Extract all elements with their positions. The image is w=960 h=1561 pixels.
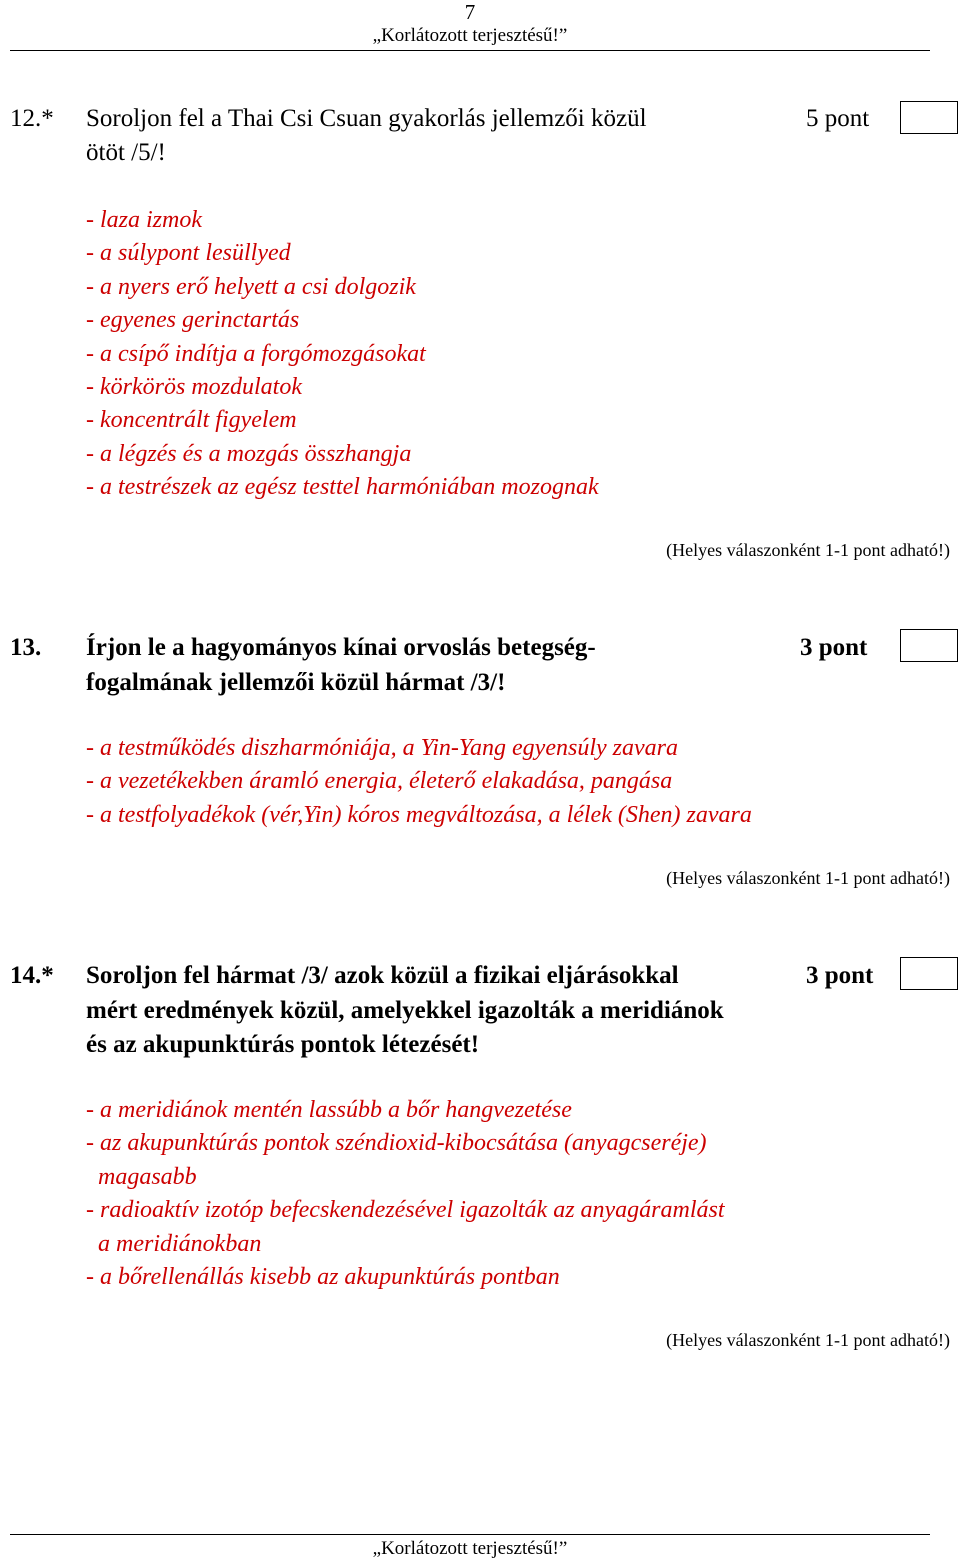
answer-item: - koncentrált figyelem bbox=[86, 407, 297, 434]
question-text-line: Soroljon fel hármat /3/ azok közül a fizikai eljárásokkal bbox=[86, 962, 679, 989]
answer-item: - egyenes gerinctartás bbox=[86, 307, 300, 334]
scoring-note: (Helyes válaszonként 1-1 pont adható!) bbox=[666, 1330, 950, 1350]
answer-item: - a testműködés diszharmóniája, a Yin-Yang egyensúly zavara bbox=[86, 735, 678, 761]
question-text-line: Írjon le a hagyományos kínai orvoslás betegség- bbox=[86, 634, 596, 661]
answer-item: - az akupunktúrás pontok széndioxid-kibocsátása (anyagcseréje) bbox=[86, 1130, 707, 1157]
scoring-note: (Helyes válaszonként 1-1 pont adható!) bbox=[666, 868, 950, 888]
answer-list bbox=[86, 732, 752, 832]
question-text-line: Soroljon fel a Thai Csi Csuan gyakorlás jellemzői közül bbox=[86, 105, 647, 132]
points-label: 3 pont bbox=[806, 962, 874, 989]
scoring-note: (Helyes válaszonként 1-1 pont adható!) bbox=[666, 540, 950, 560]
answer-item: - a bőrellenállás kisebb az akupunktúrás pontban bbox=[86, 1263, 560, 1290]
answer-item: a meridiánokban bbox=[86, 1230, 262, 1257]
answer-item: - a testrészek az egész testtel harmóniában mozognak bbox=[86, 474, 599, 501]
score-box[interactable] bbox=[900, 957, 958, 990]
answer-list bbox=[86, 204, 599, 505]
answer-item: - laza izmok bbox=[86, 207, 202, 233]
answer-item: - a nyers erő helyett a csi dolgozik bbox=[86, 273, 416, 300]
question-text-line: fogalmának jellemzői közül hármat /3/! bbox=[86, 669, 506, 696]
question-number: 14.* bbox=[10, 962, 54, 989]
answer-item: - körkörös mozdulatok bbox=[86, 373, 302, 400]
score-box[interactable] bbox=[900, 629, 958, 662]
answer-item: - a testfolyadékok (vér,Yin) kóros megváltozása, a lélek (Shen) zavara bbox=[86, 801, 752, 828]
header-divider bbox=[10, 50, 930, 51]
answer-item: - a súlypont lesüllyed bbox=[86, 240, 291, 267]
answer-item: - a vezetékekben áramló energia, életerő elakadása, pangása bbox=[86, 768, 673, 795]
answer-list bbox=[86, 1094, 725, 1294]
header-restricted-note: „Korlátozott terjesztésű!” bbox=[372, 25, 568, 46]
question-number: 12.* bbox=[10, 105, 54, 132]
answer-item: magasabb bbox=[86, 1163, 197, 1190]
answer-item: - a csípő indítja a forgómozgásokat bbox=[86, 340, 426, 367]
answer-item: - a meridiánok mentén lassúbb a bőr hangvezetése bbox=[86, 1097, 572, 1123]
question-number: 13. bbox=[10, 634, 42, 661]
points-label: 5 pont bbox=[806, 105, 870, 132]
question-text-line: mért eredmények közül, amelyekkel igazolták a meridiánok bbox=[86, 997, 724, 1024]
question-text-line: és az akupunktúrás pontok létezését! bbox=[86, 1031, 480, 1058]
page-number: 7 bbox=[464, 0, 476, 24]
score-box[interactable] bbox=[900, 101, 958, 134]
answer-item: - a légzés és a mozgás összhangja bbox=[86, 440, 412, 467]
question-text-line: ötöt /5/! bbox=[86, 139, 166, 166]
footer-divider bbox=[10, 1534, 930, 1535]
footer-restricted-note: „Korlátozott terjesztésű!” bbox=[372, 1538, 568, 1559]
answer-item: - radioaktív izotóp befecskendezésével igazolták az anyagáramlást bbox=[86, 1197, 725, 1224]
points-label: 3 pont bbox=[800, 634, 868, 661]
